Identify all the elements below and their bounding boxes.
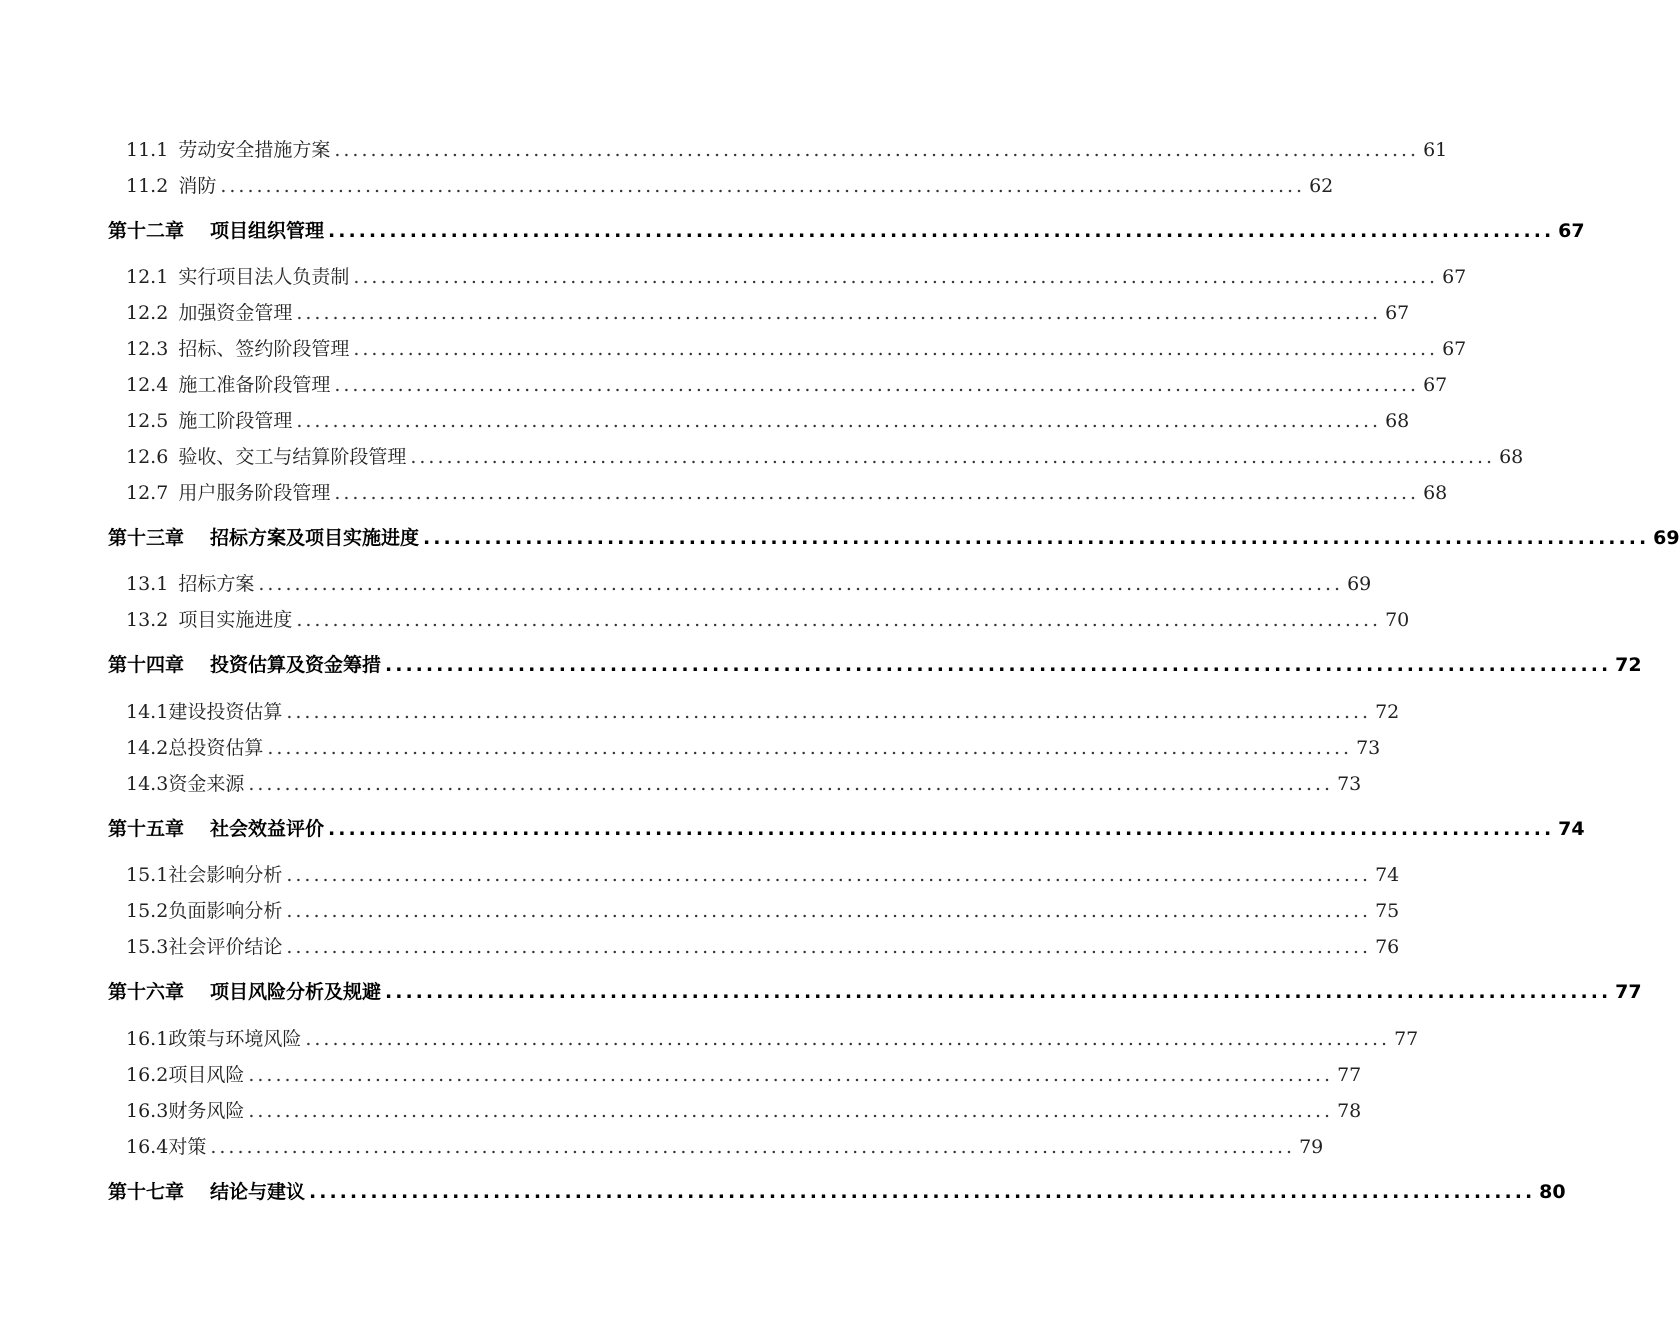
toc-page-number: 73: [1356, 737, 1381, 759]
toc-page-number: 68: [1423, 482, 1448, 504]
toc-entry-number: 16.2: [126, 1064, 169, 1086]
toc-entry-number: 14.2: [126, 737, 169, 759]
toc-section-entry[interactable]: [126, 860, 1400, 890]
toc-entry-number: 第十四章: [108, 654, 185, 676]
toc-entry-label: [126, 1060, 244, 1087]
toc-section-entry[interactable]: [126, 262, 1467, 292]
toc-entry-label: [126, 334, 349, 361]
toc-entry-label: [126, 733, 263, 760]
toc-entry-number: 11.1: [126, 139, 169, 161]
toc-entry-title: 招标方案及项目实施进度: [210, 527, 420, 549]
toc-page-number: 67: [1442, 266, 1467, 288]
toc-dot-leader: ........................................................................................................................: [220, 175, 1306, 197]
toc-entry-title: 项目组织管理: [210, 220, 325, 242]
toc-dot-leader: ........................................................................................................................: [248, 773, 1334, 795]
toc-entry-number: 13.2: [126, 609, 169, 631]
toc-section-entry[interactable]: [126, 1024, 1419, 1054]
toc-chapter-entry[interactable]: [108, 1177, 1566, 1209]
toc-page-number: 62: [1309, 175, 1334, 197]
toc-entry-number: 15.1: [126, 864, 169, 886]
toc-entry-number: 16.1: [126, 1028, 169, 1050]
toc-entry-label: [108, 523, 419, 550]
toc-section-entry[interactable]: [126, 406, 1410, 436]
toc-dot-leader: ........................................................................................................................: [423, 527, 1650, 549]
toc-entry-label: [108, 977, 381, 1004]
toc-entry-label: [126, 262, 349, 289]
toc-entry-label: [126, 406, 292, 433]
toc-dot-leader: ........................................................................................................................: [286, 900, 1372, 922]
toc-dot-leader: ........................................................................................................................: [353, 338, 1439, 360]
toc-page-number: 69: [1347, 573, 1372, 595]
toc-page-number: 77: [1394, 1028, 1419, 1050]
toc-chapter-entry[interactable]: [108, 216, 1585, 248]
toc-dot-leader: ........................................................................................................................: [305, 1028, 1391, 1050]
toc-dot-leader: ........................................................................................................................: [334, 374, 1420, 396]
toc-dot-leader: ........................................................................................................................: [296, 410, 1382, 432]
toc-entry-title: 用户服务阶段管理: [178, 482, 331, 504]
toc-page-number: 61: [1423, 139, 1448, 161]
toc-entry-title: 财务风险: [168, 1100, 245, 1122]
toc-entry-title: 实行项目法人负责制: [178, 266, 350, 288]
toc-page-number: 69: [1653, 527, 1680, 549]
toc-page-number: 72: [1615, 654, 1642, 676]
toc-entry-label: [126, 135, 330, 162]
toc-entry-label: [108, 650, 381, 677]
toc-section-entry[interactable]: [126, 171, 1334, 201]
toc-entry-title: 负面影响分析: [168, 900, 283, 922]
toc-chapter-entry[interactable]: [108, 814, 1585, 846]
toc-entry-number: 14.3: [126, 773, 169, 795]
toc-entry-number: 12.5: [126, 410, 169, 432]
toc-entry-title: 加强资金管理: [178, 302, 293, 324]
toc-page-number: 70: [1385, 609, 1410, 631]
toc-page-number: 76: [1375, 936, 1400, 958]
toc-page-number: 67: [1385, 302, 1410, 324]
toc-dot-leader: ........................................................................................................................: [309, 1181, 1536, 1203]
toc-entry-number: 12.7: [126, 482, 169, 504]
toc-dot-leader: ........................................................................................................................: [248, 1064, 1334, 1086]
toc-entry-label: [126, 605, 292, 632]
toc-entry-title: 政策与环境风险: [168, 1028, 302, 1050]
toc-section-entry[interactable]: [126, 1060, 1362, 1090]
toc-entry-number: 11.2: [126, 175, 169, 197]
toc-section-entry[interactable]: [126, 769, 1362, 799]
toc-dot-leader: ........................................................................................................................: [296, 609, 1382, 631]
toc-entry-number: 12.6: [126, 446, 169, 468]
toc-entry-number: 第十六章: [108, 981, 185, 1003]
toc-entry-title: 施工阶段管理: [178, 410, 293, 432]
toc-entry-number: 第十二章: [108, 220, 185, 242]
toc-entry-number: 12.3: [126, 338, 169, 360]
toc-dot-leader: ........................................................................................................................: [248, 1100, 1334, 1122]
toc-page-number: 68: [1385, 410, 1410, 432]
toc-section-entry[interactable]: [126, 442, 1524, 472]
toc-entry-number: 16.4: [126, 1136, 169, 1158]
toc-page-number: 73: [1337, 773, 1362, 795]
toc-page-number: 72: [1375, 701, 1400, 723]
toc-entry-title: 项目风险分析及规避: [210, 981, 382, 1003]
toc-entry-label: [126, 1132, 206, 1159]
toc-section-entry[interactable]: [126, 605, 1410, 635]
toc-section-entry[interactable]: [126, 298, 1410, 328]
toc-entry-label: [126, 442, 406, 469]
toc-chapter-entry[interactable]: [108, 977, 1642, 1009]
toc-section-entry[interactable]: [126, 697, 1400, 727]
toc-section-entry[interactable]: [126, 135, 1448, 165]
toc-entry-number: 15.2: [126, 900, 169, 922]
toc-dot-leader: ........................................................................................................................: [286, 864, 1372, 886]
toc-page-number: 78: [1337, 1100, 1362, 1122]
toc-entry-title: 对策: [168, 1136, 207, 1158]
toc-entry-number: 14.1: [126, 701, 169, 723]
toc-chapter-entry[interactable]: [108, 523, 1680, 555]
toc-entry-number: 12.4: [126, 374, 169, 396]
toc-entry-number: 第十五章: [108, 818, 185, 840]
toc-page-number: 74: [1558, 818, 1585, 840]
toc-page-number: 67: [1558, 220, 1585, 242]
toc-entry-title: 项目风险: [168, 1064, 245, 1086]
toc-dot-leader: ........................................................................................................................: [385, 654, 1612, 676]
toc-entry-title: 消防: [178, 175, 217, 197]
toc-entry-title: 项目实施进度: [178, 609, 293, 631]
toc-section-entry[interactable]: [126, 1096, 1362, 1126]
toc-entry-number: 12.2: [126, 302, 169, 324]
toc-page-number: 79: [1299, 1136, 1324, 1158]
toc-entry-title: 社会影响分析: [168, 864, 283, 886]
toc-entry-number: 16.3: [126, 1100, 169, 1122]
toc-entry-title: 施工准备阶段管理: [178, 374, 331, 396]
toc-entry-title: 社会效益评价: [210, 818, 325, 840]
toc-dot-leader: ........................................................................................................................: [286, 701, 1372, 723]
toc-entry-title: 建设投资估算: [168, 701, 283, 723]
toc-dot-leader: ........................................................................................................................: [328, 818, 1555, 840]
toc-dot-leader: ........................................................................................................................: [334, 482, 1420, 504]
toc-entry-title: 招标方案: [178, 573, 255, 595]
toc-entry-label: [126, 932, 282, 959]
toc-entry-label: [126, 298, 292, 325]
toc-dot-leader: ........................................................................................................................: [267, 737, 1353, 759]
toc-entry-title: 验收、交工与结算阶段管理: [178, 446, 407, 468]
toc-entry-label: [126, 1096, 244, 1123]
toc-dot-leader: ........................................................................................................................: [296, 302, 1382, 324]
toc-dot-leader: ........................................................................................................................: [258, 573, 1344, 595]
toc-entry-title: 结论与建议: [210, 1181, 306, 1203]
toc-page-number: 67: [1423, 374, 1448, 396]
toc-dot-leader: ........................................................................................................................: [385, 981, 1612, 1003]
toc-dot-leader: ........................................................................................................................: [410, 446, 1496, 468]
toc-section-entry[interactable]: [126, 478, 1448, 508]
toc-dot-leader: ........................................................................................................................: [286, 936, 1372, 958]
toc-entry-label: [108, 814, 324, 841]
toc-page-number: 77: [1615, 981, 1642, 1003]
toc-entry-label: [126, 569, 254, 596]
toc-entry-label: [126, 769, 244, 796]
toc-page-number: 80: [1539, 1181, 1566, 1203]
toc-entry-title: 总投资估算: [168, 737, 264, 759]
toc-entry-number: 13.1: [126, 573, 169, 595]
toc-section-entry[interactable]: [126, 733, 1381, 763]
toc-entry-label: [126, 171, 216, 198]
toc-dot-leader: ........................................................................................................................: [328, 220, 1555, 242]
toc-page-number: 74: [1375, 864, 1400, 886]
toc-entry-number: 12.1: [126, 266, 169, 288]
toc-dot-leader: ........................................................................................................................: [334, 139, 1420, 161]
toc-section-entry[interactable]: [126, 370, 1448, 400]
toc-entry-label: [126, 478, 330, 505]
toc-entry-title: 招标、签约阶段管理: [178, 338, 350, 360]
toc-entry-title: 投资估算及资金筹措: [210, 654, 382, 676]
toc-entry-title: 劳动安全措施方案: [178, 139, 331, 161]
toc-dot-leader: ........................................................................................................................: [210, 1136, 1296, 1158]
toc-entry-label: [126, 1024, 301, 1051]
toc-entry-label: [108, 216, 324, 243]
toc-entry-number: 15.3: [126, 936, 169, 958]
toc-entry-label: [126, 860, 282, 887]
toc-entry-label: [108, 1177, 305, 1204]
toc-section-entry[interactable]: [126, 1132, 1324, 1162]
toc-entry-number: 第十三章: [108, 527, 185, 549]
toc-page-number: 75: [1375, 900, 1400, 922]
toc-section-entry[interactable]: [126, 569, 1372, 599]
toc-entry-label: [126, 896, 282, 923]
toc-entry-title: 社会评价结论: [168, 936, 283, 958]
toc-section-entry[interactable]: [126, 334, 1467, 364]
toc-entry-label: [126, 370, 330, 397]
toc-entry-label: [126, 697, 282, 724]
toc-page-number: 68: [1499, 446, 1524, 468]
toc-section-entry[interactable]: [126, 932, 1400, 962]
toc-page-number: 67: [1442, 338, 1467, 360]
toc-section-entry[interactable]: [126, 896, 1400, 926]
toc-entry-title: 资金来源: [168, 773, 245, 795]
toc-dot-leader: ........................................................................................................................: [353, 266, 1439, 288]
toc-entry-number: 第十七章: [108, 1181, 185, 1203]
toc-chapter-entry[interactable]: [108, 650, 1642, 682]
toc-page-number: 77: [1337, 1064, 1362, 1086]
